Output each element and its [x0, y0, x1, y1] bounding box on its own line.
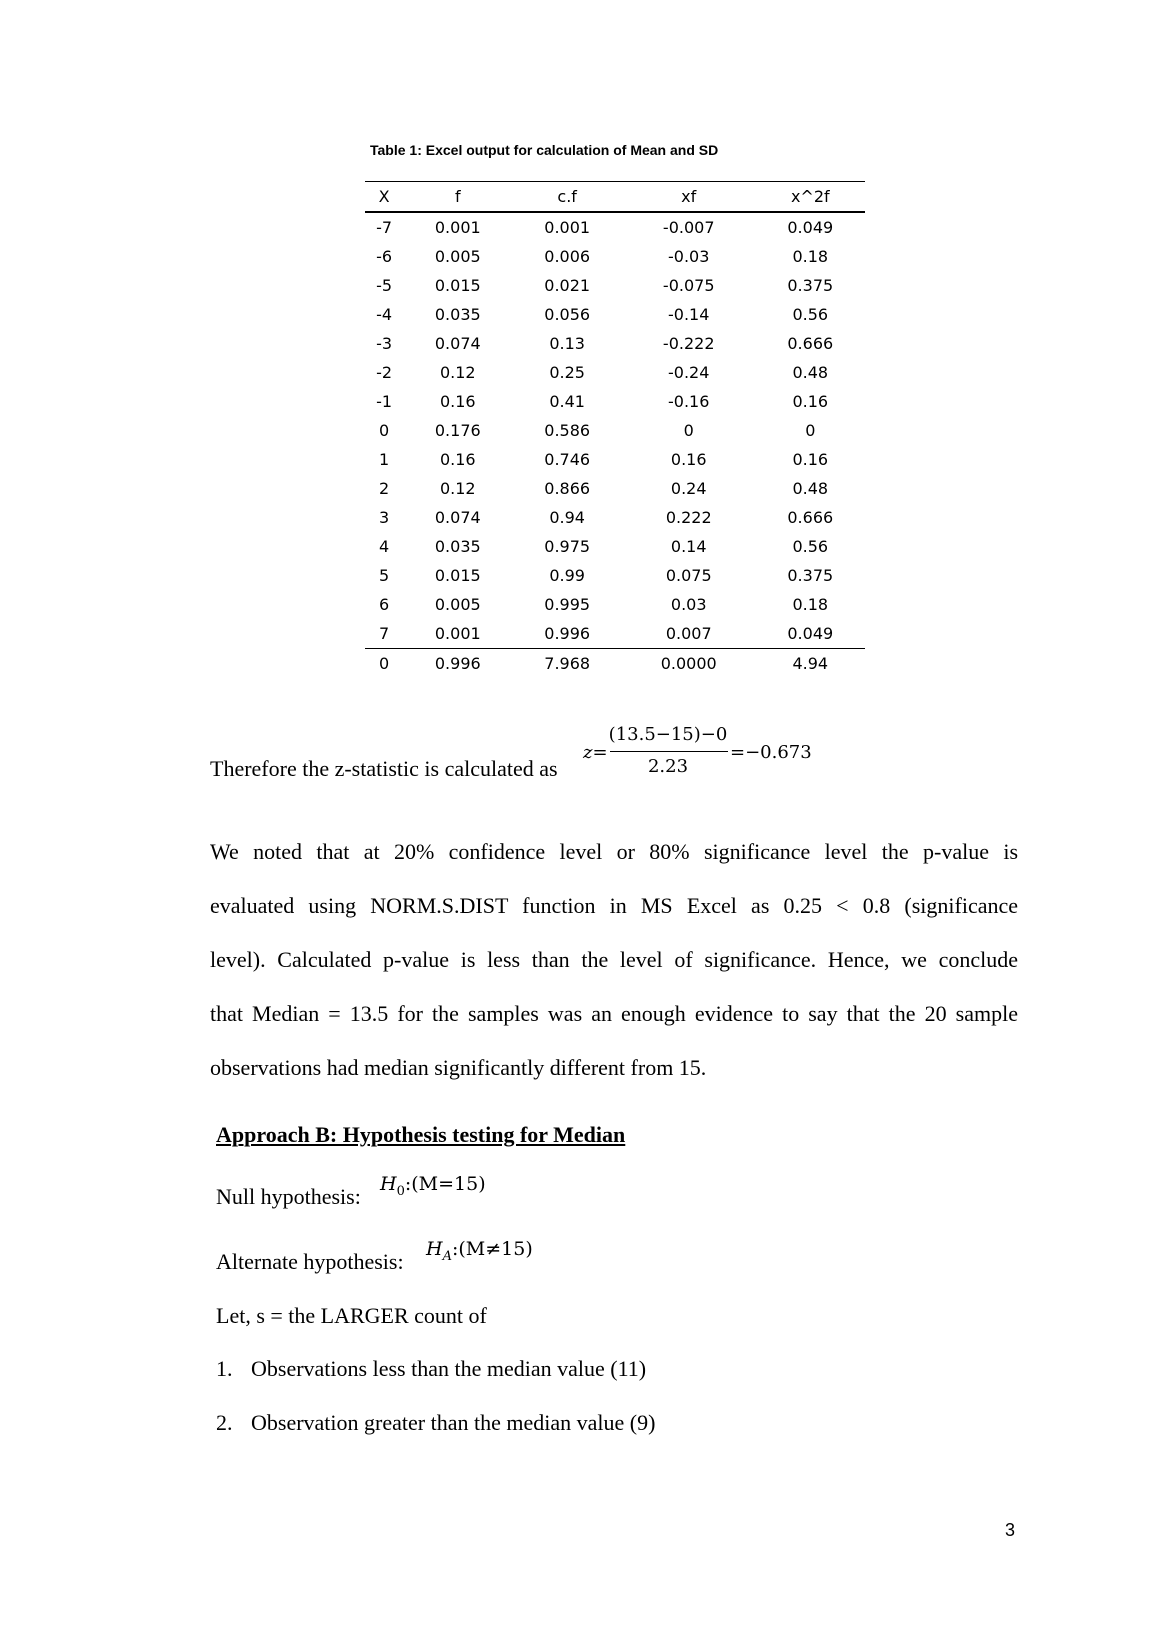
list-item-text: Observations less than the median value (11) [251, 1356, 647, 1381]
alt-hypothesis-label: Alternate hypothesis: [216, 1249, 404, 1274]
cell-x: -3 [376, 334, 393, 353]
cell-x2f: 0.666 [787, 508, 834, 527]
paragraph-line: evaluated using NORM.S.DIST function in MS Excel as 0.25 < 0.8 (significance [210, 893, 1018, 918]
cell-cf: 0.94 [549, 508, 585, 527]
table-caption: Table 1: Excel output for calculation of Mean and SD [370, 142, 719, 158]
h-subscript: 0 [396, 1183, 405, 1199]
cell-cf: 0.866 [544, 479, 591, 498]
cell-f: 0.035 [434, 537, 481, 556]
page-number: 3 [1005, 1520, 1016, 1540]
table-row [365, 445, 865, 474]
cell-cf: 0.056 [544, 305, 591, 324]
cell-x: 5 [378, 566, 390, 585]
cell-x2f: 0.375 [787, 276, 834, 295]
table-total-row [365, 649, 865, 679]
list-item-number: 2. [216, 1410, 233, 1435]
total-f: 0.996 [403, 649, 512, 679]
cell-x2f: 0 [805, 421, 816, 440]
cell-x: 4 [378, 537, 390, 556]
header-cf: c.f [512, 182, 621, 213]
total-xf: 0.0000 [622, 649, 756, 679]
cell-cf: 0.41 [549, 392, 585, 411]
list-item [216, 1410, 656, 1436]
cell-xf: 0.24 [670, 479, 707, 498]
table-body [365, 212, 865, 678]
table-row [365, 503, 865, 532]
null-expression: :(M=15) [404, 1173, 486, 1195]
table-row [365, 416, 865, 445]
cell-x: -2 [376, 363, 393, 382]
table-row [365, 300, 865, 329]
cell-x: 3 [378, 508, 390, 527]
table-row [365, 212, 865, 242]
table-header-row [365, 182, 865, 213]
cell-xf: -0.24 [668, 363, 710, 382]
cell-x2f: 0.56 [792, 305, 829, 324]
cell-x2f: 0.16 [792, 450, 829, 469]
cell-x2f: 0.16 [792, 392, 829, 411]
conclusion-paragraph [210, 825, 1018, 1095]
table-row [365, 387, 865, 416]
header-f: f [403, 182, 512, 213]
cell-f: 0.074 [434, 334, 481, 353]
cell-f: 0.001 [434, 624, 481, 643]
cell-x2f: 0.666 [787, 334, 834, 353]
cell-x: -7 [376, 218, 393, 237]
list-item-number: 1. [216, 1356, 233, 1381]
cell-x: -4 [376, 305, 393, 324]
cell-x2f: 0.48 [792, 363, 829, 382]
cell-x2f: 0.18 [792, 595, 829, 614]
table-row [365, 474, 865, 503]
paragraph-line: We noted that at 20% confidence level or 80% significance level the p-value is [210, 839, 1018, 864]
cell-cf: 0.975 [544, 537, 591, 556]
cell-x: -1 [376, 392, 393, 411]
table-row [365, 358, 865, 387]
header-xf: xf [622, 182, 756, 213]
cell-cf: 0.13 [549, 334, 585, 353]
cell-cf: 0.746 [544, 450, 591, 469]
cell-f: 0.005 [434, 247, 481, 266]
cell-x: 2 [378, 479, 390, 498]
cell-xf: 0.03 [670, 595, 707, 614]
cell-xf: 0 [683, 421, 694, 440]
h-symbol: H [426, 1238, 443, 1260]
cell-x2f: 0.375 [787, 566, 834, 585]
cell-xf: 0.222 [665, 508, 712, 527]
z-numerator: (13.5−15)−0 [608, 724, 728, 745]
paragraph-line: that Median = 13.5 for the samples was an enough evidence to say that the 20 sample [210, 1001, 1018, 1026]
table-row [365, 271, 865, 300]
table-row [365, 242, 865, 271]
cell-f: 0.035 [434, 305, 481, 324]
paragraph-line: level). Calculated p-value is less than the level of significance. Hence, we conclude [210, 947, 1018, 972]
table-row [365, 619, 865, 649]
total-x2f: 4.94 [756, 649, 865, 679]
cell-cf: 0.006 [544, 247, 591, 266]
section-heading: Approach B: Hypothesis testing for Median [216, 1122, 626, 1147]
table-row [365, 532, 865, 561]
list-item-text: Observation greater than the median value (9) [251, 1410, 656, 1435]
cell-cf: 0.001 [544, 218, 591, 237]
cell-cf: 0.021 [544, 276, 591, 295]
cell-f: 0.176 [434, 421, 481, 440]
cell-cf: 0.25 [549, 363, 585, 382]
cell-xf: -0.222 [662, 334, 715, 353]
let-text: Let, s = the LARGER count of [216, 1303, 487, 1328]
cell-cf: 0.586 [544, 421, 591, 440]
cell-f: 0.12 [439, 363, 476, 382]
cell-x: 0 [378, 421, 390, 440]
cell-xf: 0.14 [670, 537, 707, 556]
list-item [216, 1356, 647, 1382]
table-row [365, 561, 865, 590]
cell-x2f: 0.56 [792, 537, 829, 556]
cell-x: 6 [378, 595, 390, 614]
z-result: =−0.673 [730, 742, 812, 763]
z-denominator: 2.23 [647, 756, 689, 777]
header-x2f: x^2f [756, 182, 865, 213]
z-lhs: z= [583, 742, 608, 763]
cell-f: 0.005 [434, 595, 481, 614]
cell-f: 0.16 [439, 450, 476, 469]
alt-hypothesis-expr [426, 1238, 533, 1264]
cell-f: 0.001 [434, 218, 481, 237]
cell-xf: -0.03 [668, 247, 710, 266]
fraction-bar [610, 751, 728, 752]
header-x: X [365, 182, 403, 213]
cell-x: 1 [378, 450, 390, 469]
alt-expression: :(M≠15) [451, 1238, 533, 1260]
cell-f: 0.12 [439, 479, 476, 498]
cell-xf: -0.075 [662, 276, 715, 295]
cell-xf: 0.075 [665, 566, 712, 585]
total-x: 0 [365, 649, 403, 679]
table-row [365, 329, 865, 358]
cell-x2f: 0.48 [792, 479, 829, 498]
cell-cf: 0.995 [544, 595, 591, 614]
null-hypothesis-label: Null hypothesis: [216, 1184, 361, 1209]
cell-xf: -0.007 [662, 218, 715, 237]
cell-cf: 0.99 [549, 566, 585, 585]
cell-f: 0.16 [439, 392, 476, 411]
cell-x2f: 0.049 [787, 218, 834, 237]
cell-x: -6 [376, 247, 393, 266]
table-row [365, 590, 865, 619]
cell-xf: -0.14 [668, 305, 710, 324]
mean-sd-table [365, 181, 865, 678]
null-hypothesis-expr [380, 1173, 486, 1199]
cell-xf: 0.007 [665, 624, 712, 643]
cell-cf: 0.996 [544, 624, 591, 643]
cell-x: 7 [378, 624, 390, 643]
cell-x2f: 0.049 [787, 624, 834, 643]
cell-f: 0.015 [434, 276, 481, 295]
cell-x: -5 [376, 276, 393, 295]
h-subscript: A [442, 1248, 452, 1264]
paragraph-line: observations had median significantly different from 15. [210, 1055, 707, 1080]
cell-x2f: 0.18 [792, 247, 829, 266]
cell-f: 0.074 [434, 508, 481, 527]
cell-f: 0.015 [434, 566, 481, 585]
total-cf: 7.968 [512, 649, 621, 679]
zstat-lead-text: Therefore the z-statistic is calculated as [210, 756, 558, 781]
h-symbol: H [380, 1173, 397, 1195]
cell-xf: 0.16 [670, 450, 707, 469]
cell-xf: -0.16 [668, 392, 710, 411]
